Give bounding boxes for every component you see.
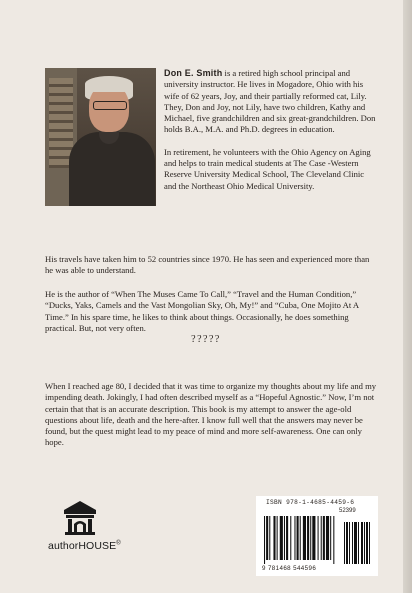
isbn-label: ISBN 978-1-4685-4459-6 xyxy=(266,499,355,506)
publisher-wordmark: authorHOUSE xyxy=(48,540,117,552)
publisher-name xyxy=(48,540,121,552)
book-description: When I reached age 80, I decided that it was time to organize my thoughts about my life and my impending death. Jokingly, I had often described myself as a “Hopeful Agnostic.” Now, I’m not certain that that is an accurate description. This book is my attempt to answer the age-old questions about life, death and the here-after. I know full well that the answers may never be found, but the quest might lead to my peace of mind and more self-awareness. One can only hope. xyxy=(45,381,377,448)
price-addon-code: 52399 xyxy=(339,508,356,514)
author-name: Don E. Smith xyxy=(164,68,223,78)
bio-retirement-paragraph: In retirement, he volunteers with the Ohio Agency on Aging and helps to train medical students at The Case -Western Reserve University Medical School, The Cleveland Clinic and the Northeast Ohio Medical University. xyxy=(164,146,371,191)
author-bio xyxy=(164,68,378,203)
author-photo xyxy=(45,68,156,206)
bio-intro-paragraph xyxy=(164,68,378,136)
bio-intro-text: is a retired high school principal and university instructor. He lives in Mogadore, Ohio with his wife of 62 years, Joy, and their partially reformed cat, Lily. They, Don and Joy, not Lily, have two children, Kathy and Michael, five grandchildren and six great-grandchildren. Don holds B.A., M.A. and Ph.D. degrees in education. xyxy=(164,68,376,135)
barcode-digits: 9 781468 544596 xyxy=(262,565,317,572)
publisher-logo xyxy=(48,500,128,570)
section-separator: ????? xyxy=(191,334,221,345)
barcode-bars xyxy=(262,516,374,564)
registered-mark: ® xyxy=(116,540,121,547)
author-of-paragraph: He is the author of “When The Muses Came To Call,” “Travel and the Human Condition,” “Ducks, Yaks, Camels and the Vast Mongolian Sky, Oh, My!” and “Cuba, One Mojito At A Time.” In his spare time, he likes to think about things. Occasionally, he does something practical. But, not very often. xyxy=(45,289,359,333)
travels-paragraph: His travels have taken him to 52 countries since 1970. He has seen and experienced more than he was able to understand. xyxy=(45,254,370,276)
isbn-barcode xyxy=(256,496,378,576)
publisher-house-icon xyxy=(62,500,98,536)
spine-edge xyxy=(403,0,412,593)
